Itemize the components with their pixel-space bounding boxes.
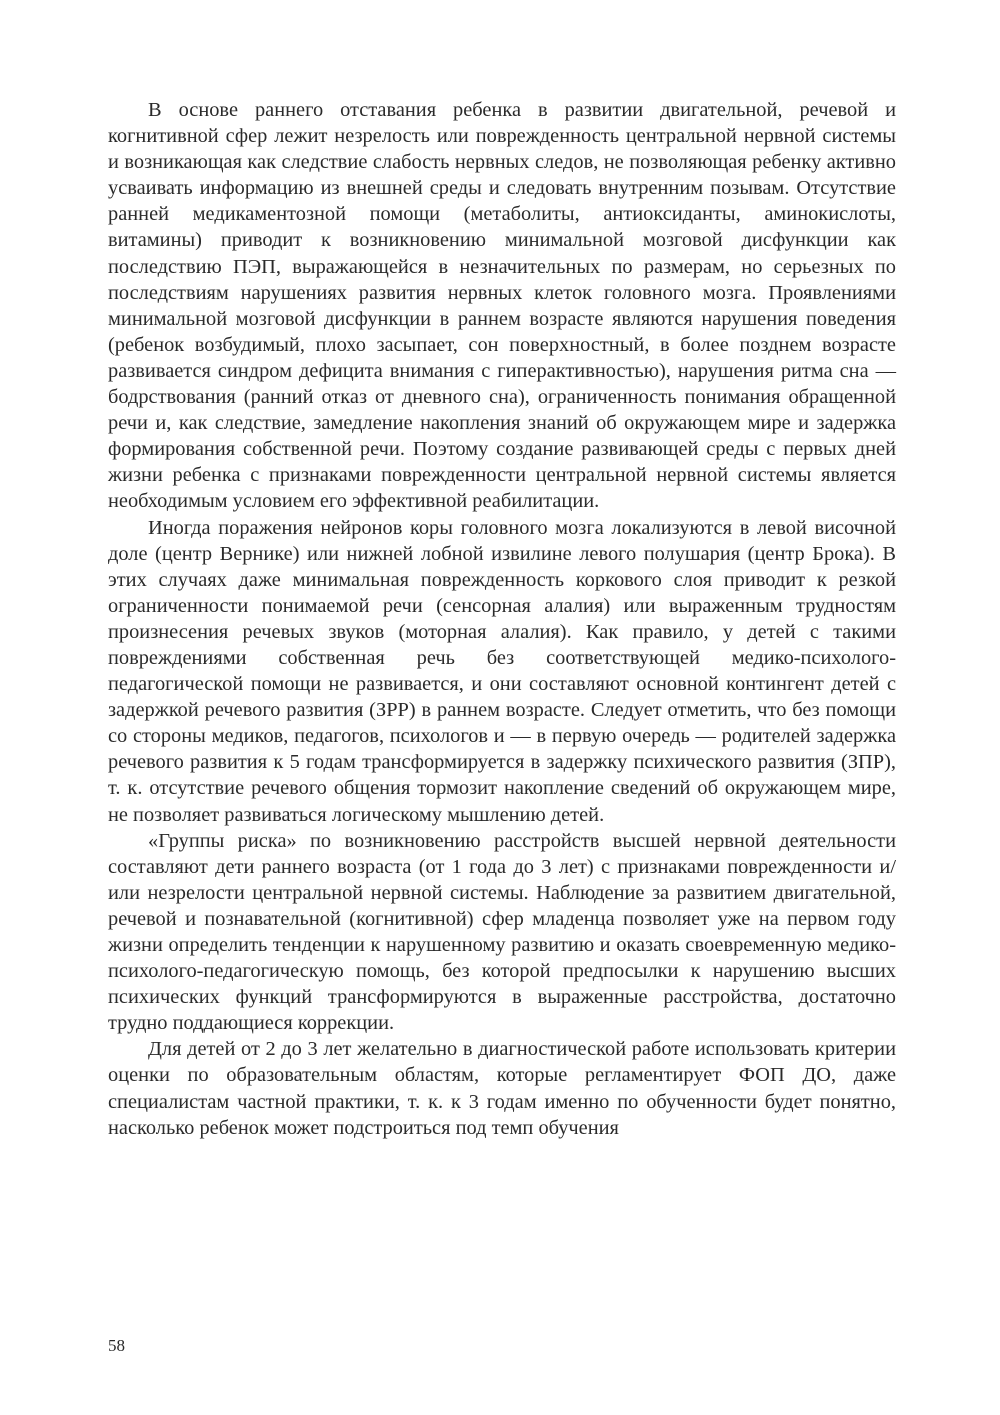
paragraph-4: Для детей от 2 до 3 лет желательно в диагностической работе использовать критерии оценки по образовательным областям, которые регламентирует ФОП ДО, даже специалистам частной практики, т. к. к 3 годам именно по обученности будет понятно, насколько ребенок может подстроиться под темп обучения: [108, 1038, 896, 1139]
page-number: 58: [108, 1336, 125, 1355]
paragraph-2: Иногда поражения нейронов коры головного мозга локализуются в левой височной доле (центр Вернике) или нижней лобной извилине левого полушария (центр Брока). В этих случаях даже минимальная поврежденность коркового слоя приводит к резкой ограниченности понимаемой речи (сенсорная алалия) или выраженным трудностям произнесения речевых звуков (моторная алалия). Как правило, у детей с такими повреждениями собственная речь без соответствующей медико-психолого-педагогической помощи не развивается, и они составляют основной контингент детей с задержкой речевого развития (ЗРР) в раннем возрасте. Следует отметить, что без помощи со стороны медиков, педагогов, психологов и — в первую очередь — родителей задержка речевого развития к 5 годам трансформируется в задержку психического развития (ЗПР), т. к. отсутствие речевого общения тормозит накопление сведений об окружающем мире, не позволяет развиваться логическому мышлению детей.: [108, 516, 896, 826]
paragraph-3: «Группы риска» по возникновению расстройств высшей нервной деятельности составляют дети раннего возраста (от 1 года до 3 лет) с признаками поврежденности и/или незрелости центральной нервной системы. Наблюдение за развитием двигательной, речевой и познавательной (когнитивной) сфер младенца позволяет уже на первом году жизни определить тенденции к нарушенному развитию и оказать своевременную медико-психолого-педагогическую помощь, без которой предпосылки к нарушению высших психических функций трансформируются в выраженные расстройства, достаточно трудно поддающиеся коррекции.: [108, 829, 896, 1035]
body-text: [108, 97, 896, 1141]
paragraph-1: В основе раннего отставания ребенка в развитии двигательной, речевой и когнитивной сфер лежит незрелость или поврежденность центральной нервной системы и возникающая как следствие слабость нервных следов, не позволяющая ребенку активно усваивать информацию из внешней среды и следовать внутренним позывам. Отсутствие ранней медикаментозной помощи (метаболиты, антиоксиданты, аминокислоты, витамины) приводит к возникновению минимальной мозговой дисфункции как последствию ПЭП, выражающейся в незначительных по размерам, но серьезных по последствиям нарушениях развития нервных клеток головного мозга. Проявлениями минимальной мозговой дисфункции в раннем возрасте являются нарушения поведения (ребенок возбудимый, плохо засыпает, сон поверхностный, в более позднем возрасте развивается синдром дефицита внимания с гиперактивностью), нарушения ритма сна — бодрствования (ранний отказ от дневного сна), ограниченность понимания обращенной речи и, как следствие, замедление накопления знаний об окружающем мире и задержка формирования собственной речи. Поэтому создание развивающей среды с первых дней жизни ребенка с признаками поврежденности центральной нервной системы является необходимым условием его эффективной реабилитации.: [108, 99, 896, 513]
